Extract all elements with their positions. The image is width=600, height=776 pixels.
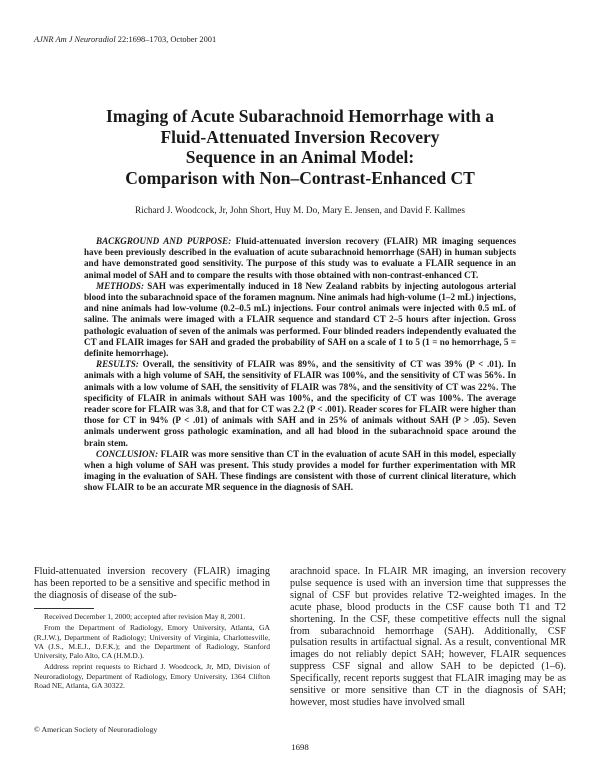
footnotes (34, 612, 270, 692)
received-note: Received December 1, 2000; accepted after revision May 8, 2001. (44, 612, 246, 621)
conclusion-label: CONCLUSION: (96, 448, 159, 459)
abstract-background (84, 236, 516, 281)
affiliation-note: From the Department of Radiology, Emory University, Atlanta, GA (R.J.W.), Department of Radiology; University of Virginia, Charlottesville, VA (J.S., M.E.J., D.F.K.); and the Department of Radiology, Stanford University, Palo Alto, CA (H.M.D.). (34, 623, 270, 661)
intro-continuation: arachnoid space. In FLAIR MR imaging, an inversion recovery pulse sequence is used with an inversion time that suppresses the signal of CSF but provides relative T2-weighted images. In the acute phase, blood products in the CSF cause both T1 and T2 shortening. In the CSF, these competitive effects null the signal from subarachnoid hemorrhage (SAH). Additionally, CSF pulsation results in artifactual signal. As a result, conventional MR images do not reliably depict SAH; however, FLAIR sequences suppress CSF signal and allow SAH to be depicted (1–6). Specifically, recent reports suggest that FLAIR imaging may be as sensitive or more sensitive than CT in the diagnosis of SAH; however, most studies have involved small (290, 566, 566, 708)
article-title (40, 106, 560, 188)
author-list: Richard J. Woodcock, Jr, John Short, Huy M. Do, Mary E. Jensen, and David F. Kallmes (134, 206, 466, 216)
abstract (84, 236, 516, 494)
results-label: RESULTS: (96, 359, 139, 370)
body-column-right (290, 566, 566, 709)
title-line-1: Imaging of Acute Subarachnoid Hemorrhage with a (106, 106, 494, 126)
methods-text: SAH was experimentally induced in 18 New Zealand rabbits by injecting autologous arterial blood into the subarachnoid space of the foramen magnum. Nine animals had high-volume (1–2 mL) injections, and nine animals had low-volume (0.2–0.5 mL) injections. Four control animals were injected with 0.5 mL of saline. The animals were imaged with a FLAIR sequence and standard CT 2–5 hours after injection. Gross pathologic evaluation of seven of the animals was performed. Four blinded readers independently evaluated the CT and FLAIR images for SAH and graded the probability of SAH on a scale of 1 to 5 (1 = no hemorrhage, 5 = definite hemorrhage). (84, 280, 516, 359)
page-number: 1698 (291, 742, 309, 752)
abstract-methods (84, 281, 516, 359)
conclusion-text: FLAIR was more sensitive than CT in the evaluation of acute SAH in this model, especially when a high volume of SAH was present. This study provides a model for further experimentation with MR imaging in the evaluation of SAH. These findings are consistent with those of current clinical literature, which show FLAIR to be an accurate MR sequence in the diagnosis of SAH. (84, 448, 516, 493)
title-line-2: Fluid-Attenuated Inversion Recovery (160, 126, 440, 147)
title-line-4: Comparison with Non–Contrast-Enhanced CT (125, 167, 475, 188)
background-label: BACKGROUND AND PURPOSE: (96, 236, 232, 246)
journal-name: AJNR Am J Neuroradiol (34, 35, 116, 44)
intro-paragraph: Fluid-attenuated inversion recovery (FLAIR) imaging has been reported to be a sensitive and specific method in the diagnosis of disease of the sub- (34, 566, 270, 601)
results-text: Overall, the sensitivity of FLAIR was 89%, and the sensitivity of CT was 39% (P < .01). In animals with a high volume of SAH, the sensitivity of FLAIR was 100%, and the sensitivity of CT was 56%. In animals with a low volume of SAH, the sensitivity of FLAIR was 78%, and the sensitivity of CT was 22%. The specificity of FLAIR in animals without SAH was 100%, and the specificity of CT was 100%. The average reader score for FLAIR was 3.8, and that for CT was 2.2 (P < .001). Reader scores for FLAIR were higher than those for CT in 94% (P < .01) of animals with SAH and in 25% of animals without SAH (P > .05). Seven animals underwent gross pathologic examination, and all had blood in the subarachnoid space around the brain stem. (84, 359, 516, 448)
background-text: Fluid-attenuated inversion recovery (FLAIR) MR imaging sequences have been previously described in the evaluation of acute subarachnoid hemorrhage (SAH) in human subjects and have demonstrated good sensitivity. The purpose of this study was to evaluate a FLAIR sequence in an animal model of SAH and to compare the results with those obtained with non-contrast-enhanced CT. (84, 236, 516, 280)
title-line-3: Sequence in an Animal Model: (185, 147, 415, 167)
abstract-results (84, 359, 516, 449)
body-column-left (34, 566, 270, 602)
journal-volume: 22:1698–1703, October 2001 (115, 35, 217, 44)
journal-citation (34, 35, 216, 44)
copyright-notice: © American Society of Neuroradiology (34, 725, 158, 734)
abstract-conclusion (84, 449, 516, 494)
footnote-divider (34, 608, 94, 609)
reprint-note: Address reprint requests to Richard J. Woodcock, Jr, MD, Division of Neuroradiology, Department of Radiology, Emory University, 1364 Clifton Road NE, Atlanta, GA 30322. (34, 662, 270, 691)
methods-label: METHODS: (96, 280, 144, 291)
